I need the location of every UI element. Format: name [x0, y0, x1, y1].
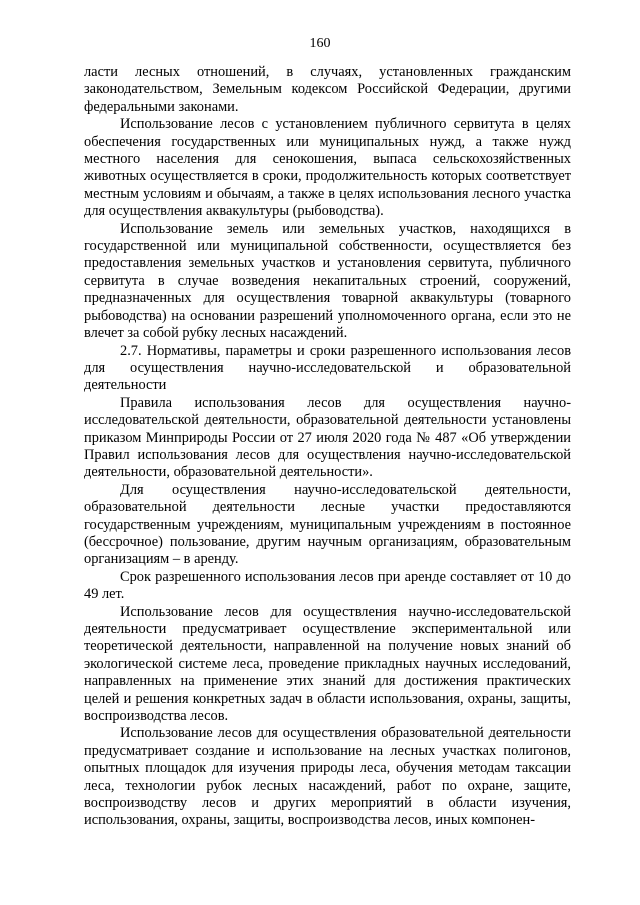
paragraph-public-servitude: Использование лесов с установлением публичного сервитута в целях обеспечения государственных или муниципальных нужд, а также нужд местного населения для сенокошения, выпаса сельскохозяйственных животных осуществляется в сроки, продолжительность которых соответствует местным условиям и обычаям, а также в целях использования лесного участка для осуществления аквакультуры (рыбоводства). — [84, 116, 571, 220]
paragraph-rules: Правила использования лесов для осуществления научно-исследовательской деятельности, образовательной деятельности установлены приказом Минприроды России от 27 июля 2020 года № 487 «Об утверждении Правил использования лесов для осуществления научно-исследовательской деятельности, образовательной деятельности». — [84, 394, 571, 481]
page-number: 160 — [309, 36, 331, 51]
paragraph-land-use-aquaculture: Использование земель или земельных участков, находящихся в государственной или муниципальной собственности, осуществляется без предоставления земельных участков и установления сервитута, публичного сервитута в случае возведения некапитальных строений, сооружений, предназначенных для осуществления товарной аквакультуры (товарного рыбоводства) на основании разрешений уполномоченного органа, если это не влечет за собой рубку лесных насаждений. — [84, 220, 571, 342]
section-heading: 2.7. Нормативы, параметры и сроки разрешенного использования лесов для осуществления научно-исследовательской и образовательной деятельности — [84, 342, 571, 394]
paragraph-land-provision: Для осуществления научно-исследовательской деятельности, образовательной деятельности лесные участки предоставляются государственным учреждениям, муниципальным учреждениям в постоянное (бессрочное) пользование, другим научным организациям, образовательным организациям – в аренду. — [84, 481, 571, 568]
paragraph-research-use: Использование лесов для осуществления научно-исследовательской деятельности предусматривает осуществление экспериментальной или теоретической деятельности, направленной на получение новых знаний об экологической системе леса, проведение прикладных научных исследований, направленных на применение этих знаний для достижения практических целей и решения конкретных задач в области использования, охраны, защиты, воспроизводства лесов. — [84, 603, 571, 725]
document-body — [84, 64, 571, 830]
paragraph-continuation: ласти лесных отношений, в случаях, установленных гражданским законодательством, Земельным кодексом Российской Федерации, другими федеральными законами. — [84, 64, 571, 115]
paragraph-lease-term: Срок разрешенного использования лесов при аренде составляет от 10 до 49 лет. — [84, 568, 571, 603]
paragraph-educational-use: Использование лесов для осуществления образовательной деятельности предусматривает создание и использование на лесных участках полигонов, опытных площадок для изучения природы леса, обучения методам таксации леса, технологии рубок лесных насаждений, работ по охране, защите, воспроизводству лесов и других мероприятий в области изучения, использования, охраны, защиты, воспроизводства лесов, иных компонен- — [84, 725, 571, 829]
